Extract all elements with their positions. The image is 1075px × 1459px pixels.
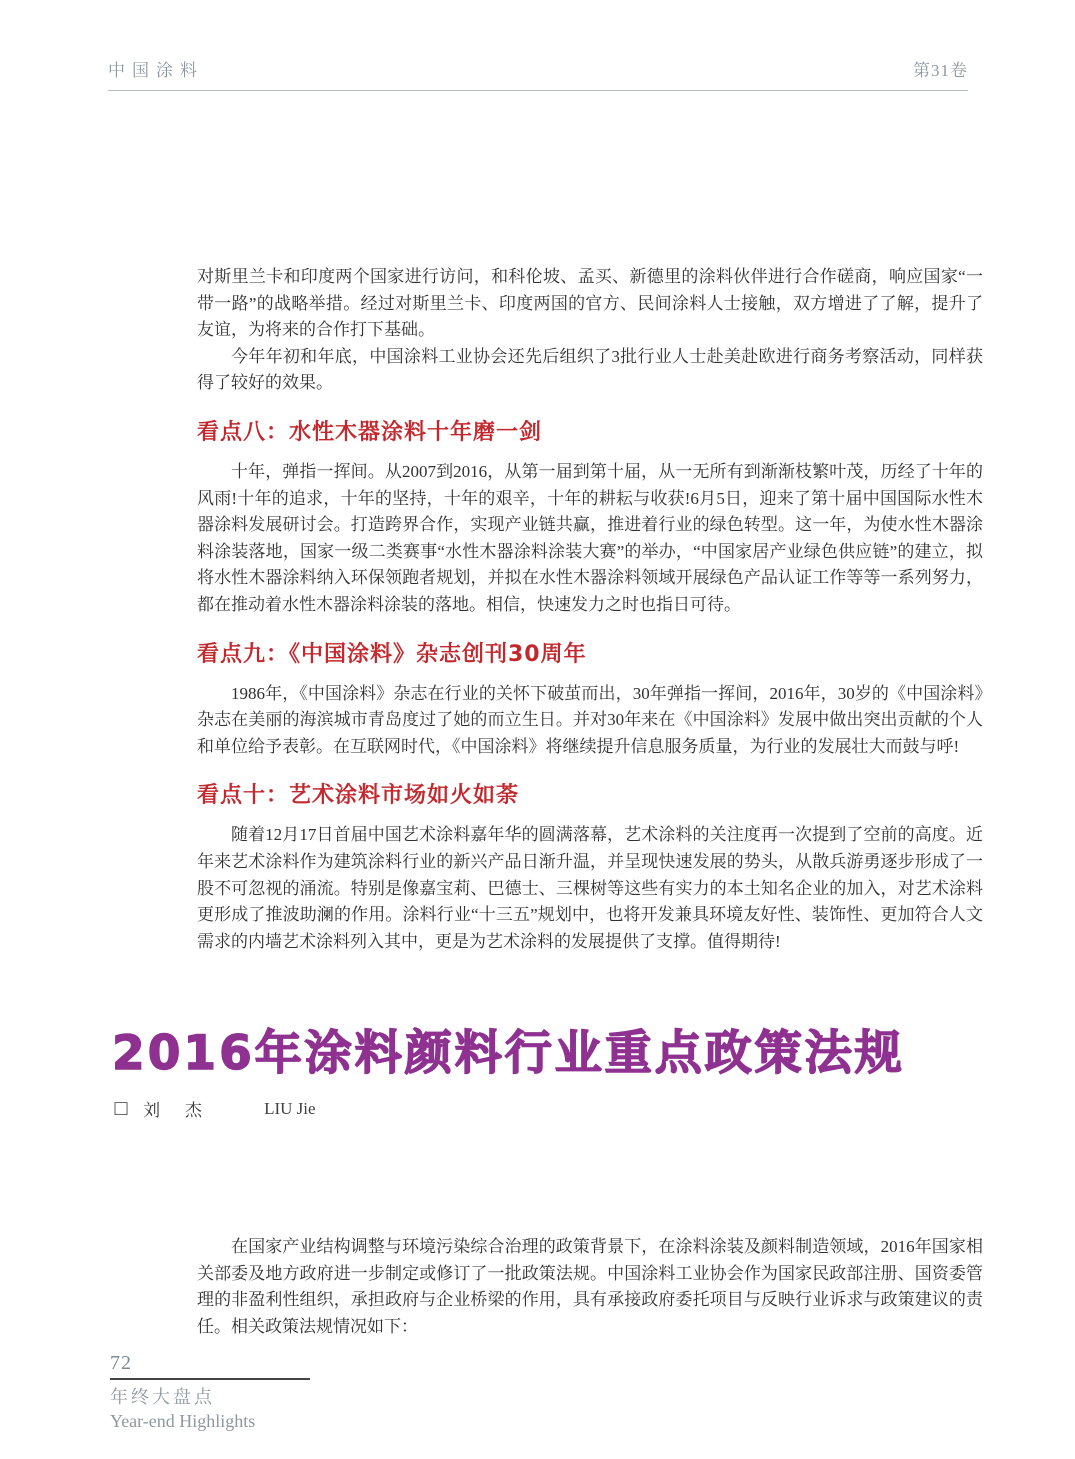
page-footer <box>110 1352 370 1433</box>
article-one-body <box>197 264 983 955</box>
author-name-en: LIU Jie <box>264 1098 316 1118</box>
article-two-intro <box>197 1234 983 1340</box>
paragraph: 随着12月17日首届中国艺术涂料嘉年华的圆满落幕，艺术涂料的关注度再一次提到了空前的高度。近年来艺术涂料作为建筑涂料行业的新兴产品日渐升温，并呈现快速发展的势头，从散兵游勇逐步形成了一股不可忽视的涌流。特别是像嘉宝莉、巴德士、三棵树等这些有实力的本土知名企业的加入，对艺术涂料更形成了推波助澜的作用。涂料行业“十三五”规划中，也将开发兼具环境友好性、装饰性、更加符合人文需求的内墙艺术涂料列入其中，更是为艺术涂料的发展提供了支撑。值得期待! <box>197 825 983 951</box>
series-title-en: Year-end Highlights <box>110 1411 256 1431</box>
running-head <box>108 56 968 91</box>
author-name-cn: 刘 杰 <box>143 1101 207 1120</box>
author-line <box>113 1096 316 1121</box>
paragraph: 十年，弹指一挥间。从2007到2016，从第一届到第十届，从一无所有到渐渐枝繁叶茂，历经了十年的风雨!十年的追求，十年的坚持，十年的艰辛，十年的耕耘与收获!6月5日，迎来了第十届中国国际水性木器涂料发展研讨会。打造跨界合作，实现产业链共赢，推进着行业的绿色转型。这一年，为使水性木器涂料涂装落地，国家一级二类赛事“水性木器涂料涂装大赛”的举办，“中国家居产业绿色供应链”的建立，拟将水性木器涂料纳入环保领跑者规划，并拟在水性木器涂料领域开展绿色产品认证工作等等一系列努力，都在推动着水性木器涂料涂装的落地。相信，快速发力之时也指日可待。 <box>197 461 983 614</box>
section-heading-eight: 看点八：水性木器涂料十年磨一剑 <box>197 419 543 445</box>
series-title-cn: 年终大盘点 <box>110 1387 215 1407</box>
volume-label: 第31卷 <box>913 61 968 80</box>
article-two-title: 2016年涂料颜料行业重点政策法规 <box>112 1026 905 1081</box>
section-heading-nine: 看点九：《中国涂料》杂志创刊30周年 <box>197 641 587 667</box>
paragraph: 1986年，《中国涂料》杂志在行业的关怀下破茧而出，30年弹指一挥间，2016年，30岁的《中国涂料》杂志在美丽的海滨城市青岛度过了她的而立生日。并对30年来在《中国涂料》发展中做出突出贡献的个人和单位给予表彰。在互联网时代，《中国涂料》将继续提升信息服务质量，为行业的发展壮大而鼓与呼! <box>197 683 983 756</box>
footer-rule <box>110 1378 310 1380</box>
paragraph: 对斯里兰卡和印度两个国家进行访问，和科伦坡、孟买、新德里的涂料伙伴进行合作磋商，响应国家“一带一路”的战略举措。经过对斯里兰卡、印度两国的官方、民间涂料人士接触，双方增进了了解，提升了友谊，为将来的合作打下基础。 <box>197 267 983 340</box>
section-heading-ten: 看点十：艺术涂料市场如火如荼 <box>197 783 520 809</box>
author-box-icon: □ <box>113 1098 130 1118</box>
journal-name: 中国涂料 <box>108 61 204 80</box>
page-number: 72 <box>110 1352 132 1374</box>
paragraph: 今年年初和年底，中国涂料工业协会还先后组织了3批行业人士赴美赴欧进行商务考察活动，同样获得了较好的效果。 <box>197 346 983 393</box>
paragraph: 在国家产业结构调整与环境污染综合治理的政策背景下，在涂料涂装及颜料制造领域，2016年国家相关部委及地方政府进一步制定或修订了一批政策法规。中国涂料工业协会作为国家民政部注册、国资委管理的非盈利性组织，承担政府与企业桥梁的作用，具有承接政府委托项目与反映行业诉求与政策建议的责任。相关政策法规情况如下： <box>197 1237 983 1336</box>
